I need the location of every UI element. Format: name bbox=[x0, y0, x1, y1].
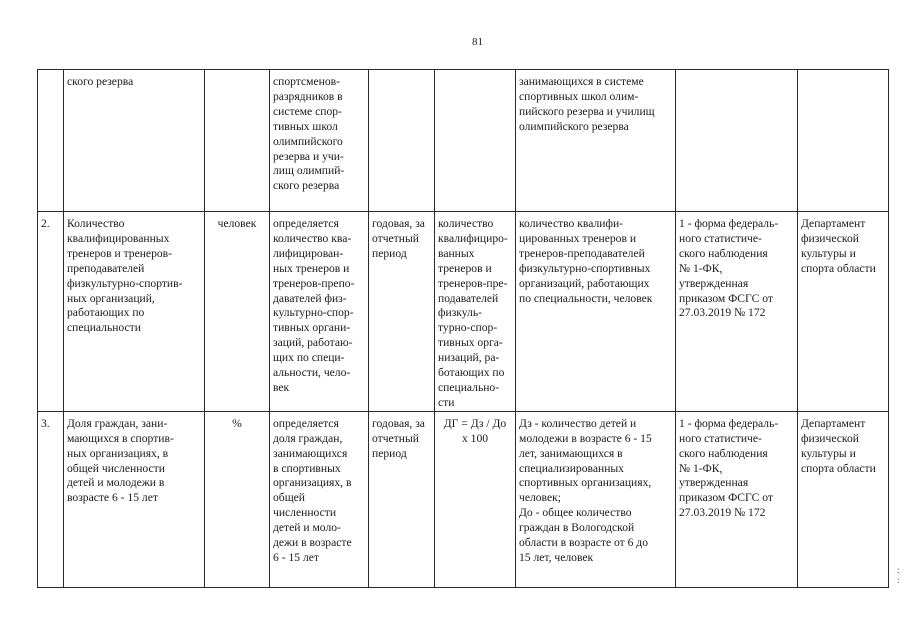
row-number-cell bbox=[38, 212, 64, 412]
periodicity-cell bbox=[369, 212, 435, 412]
variable-description: Дз - количество детей и молодежи в возрасте 6 - 15 лет, занимающихся в специализированных спортивных организациях, человек; bbox=[519, 416, 652, 505]
indicator-name-cell bbox=[64, 212, 205, 412]
data-source-text: 1 - форма федераль- ного статистиче- ского наблюдения № 1-ФК, утвержденная приказом ФСГС от 27.03.2019 № 172 bbox=[679, 217, 779, 320]
unit-text: человек bbox=[217, 217, 257, 230]
variables-cell bbox=[516, 212, 676, 412]
table-row bbox=[38, 212, 889, 412]
row-number-cell bbox=[38, 70, 64, 212]
variable-description: занимающихся в системе спортивных школ олим- пийского резерва и училищ олимпийского резерва bbox=[519, 75, 655, 133]
indicator-name-text: Доля граждан, зани- мающихся в спортив- ных организациях, в общей численности детей и молодежи в возрасте 6 - 15 лет bbox=[67, 416, 174, 505]
formula-text: ДГ = Дз / До x 100 bbox=[443, 416, 507, 445]
variables-cell bbox=[516, 411, 676, 587]
scan-edge-mark: : : bbox=[897, 565, 900, 585]
formula-text: количество квалифициро- ванных тренеров и тренеров-пре- подавателей физкуль- турно-спор- тивных орга- низаций, ра- ботающих по специально- сти bbox=[438, 217, 508, 409]
indicators-table-body bbox=[38, 70, 889, 588]
periodicity-cell bbox=[369, 411, 435, 587]
responsible-cell bbox=[798, 70, 889, 212]
page-number: 81 bbox=[472, 36, 483, 48]
formula-cell bbox=[435, 411, 516, 587]
indicator-name-cell bbox=[64, 411, 205, 587]
calculation-method-text: определяется количество ква- лифицирован- ных тренеров и тренеров-препо- давателей физ- культурно-спор- тивных органи- заций, работаю- щих по специ- альности, чело- век bbox=[273, 217, 355, 394]
calculation-method-cell bbox=[270, 411, 369, 587]
responsible-cell bbox=[798, 411, 889, 587]
unit-text: % bbox=[232, 416, 242, 430]
periodicity-cell bbox=[369, 70, 435, 212]
unit-cell bbox=[205, 212, 270, 412]
variable-description: количество квалифи- цированных тренеров и тренеров-преподавателей физкультурно-спортивных организаций, работающих по специальности, человек bbox=[519, 217, 653, 305]
data-source-cell bbox=[676, 212, 798, 412]
variables-cell bbox=[516, 70, 676, 212]
periodicity-text: годовая, за отчетный период bbox=[372, 217, 425, 260]
indicator-name-text: Количество квалифицированных тренеров и тренеров- преподавателей физкультурно-спортив- ных организаций, работающих по специальности bbox=[67, 217, 183, 335]
table-row bbox=[38, 411, 889, 587]
row-number-text: 2. bbox=[41, 217, 50, 230]
row-number-text: 3. bbox=[41, 416, 50, 430]
calculation-method-cell bbox=[270, 212, 369, 412]
data-source-cell bbox=[676, 70, 798, 212]
unit-cell bbox=[205, 70, 270, 212]
responsible-text: Департамент физической культуры и спорта области bbox=[801, 217, 876, 275]
unit-cell bbox=[205, 411, 270, 587]
responsible-text: Департамент физической культуры и спорта области bbox=[801, 416, 876, 475]
indicator-name-text: ского резерва bbox=[67, 75, 134, 88]
indicators-table bbox=[37, 69, 889, 588]
formula-cell bbox=[435, 70, 516, 212]
formula-cell bbox=[435, 212, 516, 412]
responsible-cell bbox=[798, 212, 889, 412]
indicator-name-cell bbox=[64, 70, 205, 212]
row-number-cell bbox=[38, 411, 64, 587]
calculation-method-cell bbox=[270, 70, 369, 212]
data-source-text: 1 - форма федераль- ного статистиче- ского наблюдения № 1-ФК, утвержденная приказом ФСГС от 27.03.2019 № 172 bbox=[679, 416, 779, 520]
periodicity-text: годовая, за отчетный период bbox=[372, 416, 425, 460]
variable-description: До - общее количество граждан в Вологодской области в возрасте от 6 до 15 лет, человек bbox=[519, 506, 648, 564]
data-source-cell bbox=[676, 411, 798, 587]
table-row bbox=[38, 70, 889, 212]
calculation-method-text: спортсменов- разрядников в системе спор- тивных школ олимпийского резерва и учи- лищ олимпий- ского резерва bbox=[273, 75, 345, 193]
calculation-method-text: определяется доля граждан, занимающихся в спортивных организациях, в общей численности детей и моло- дежи в возрасте 6 - 15 лет bbox=[273, 416, 352, 564]
